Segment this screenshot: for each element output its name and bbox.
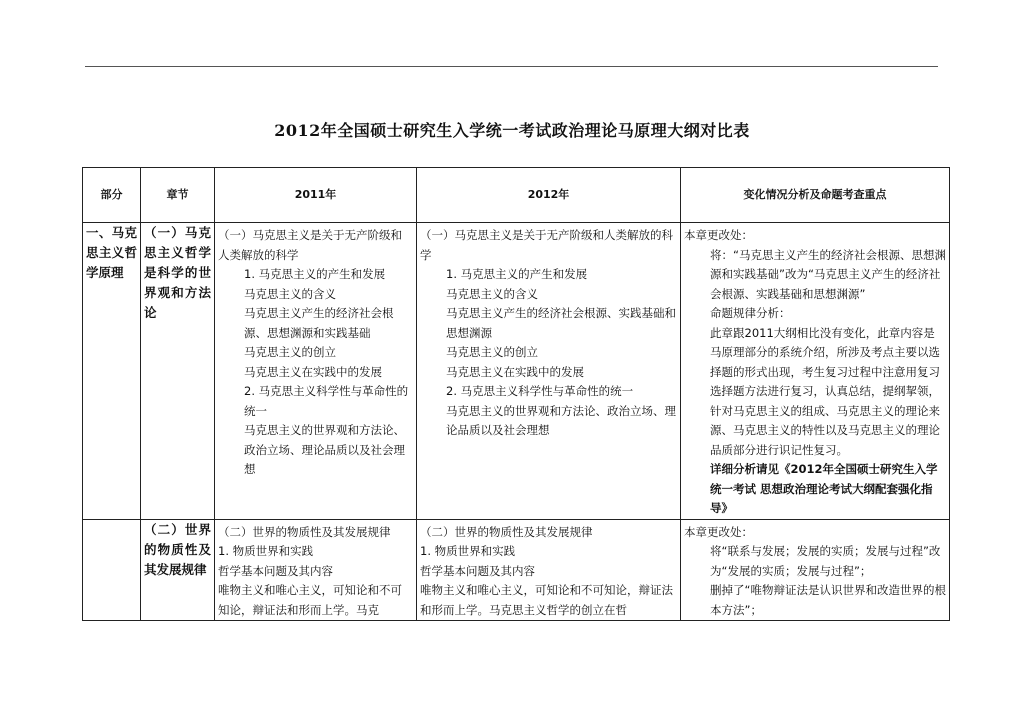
list-item: （一）马克思主义是关于无产阶级和人类解放的科学: [420, 228, 673, 262]
list-item: 本章更改处：: [684, 228, 753, 242]
list-item: 命题规律分析：: [710, 306, 791, 320]
analysis-cell: [681, 223, 950, 520]
list-item: 马克思主义的创立: [244, 345, 336, 359]
list-item: 哲学基本问题及其内容: [218, 563, 333, 578]
part-cell: [83, 519, 141, 621]
header-chapter: 章节: [141, 168, 215, 223]
syllabus-2011-cell: [215, 519, 417, 621]
list-item: 1. 物质世界和实践: [420, 544, 516, 558]
list-item: 将“联系与发展；发展的实质；发展与过程”改为“发展的实质；发展与过程”；: [710, 544, 941, 578]
list-item: 马克思主义的世界观和方法论、政治立场、理论品质以及社会理想: [446, 403, 676, 437]
list-item: 本章更改处：: [684, 524, 753, 539]
list-item: 1. 物质世界和实践: [218, 544, 314, 558]
comparison-table: [82, 167, 950, 621]
part-cell: 一、马克思主义哲学原理: [83, 223, 141, 520]
table-header-row: [83, 168, 950, 223]
header-part: 部分: [83, 168, 141, 223]
list-item: 马克思主义的含义: [244, 286, 336, 301]
list-item: 2. 马克思主义科学性与革命性的统一: [446, 384, 634, 398]
list-item: 将：“马克思主义产生的经济社会根源、思想渊源和实践基础”改为“马克思主义产生的经济社会根源、实践基础和思想渊源”: [710, 247, 946, 301]
list-item: 马克思主义在实践中的发展: [244, 364, 382, 379]
list-item: 马克思主义产生的经济社会根源、思想渊源和实践基础: [244, 306, 394, 340]
list-item: 2. 马克思主义科学性与革命性的统一: [244, 384, 409, 418]
list-item: 详细分析请见《2012年全国硕士研究生入学统一考试 思想政治理论考试大纲配套强化指导》: [710, 462, 938, 515]
list-item: 马克思主义的创立: [446, 345, 538, 359]
header-2012: 2012年: [417, 168, 681, 223]
header-analysis: 变化情况分析及命题考查重点: [681, 168, 950, 223]
list-item: 马克思主义的世界观和方法论、政治立场、理论品质以及社会理想: [244, 423, 405, 476]
list-item: 删掉了“唯物辩证法是认识世界和改造世界的根本方法”；: [710, 583, 946, 617]
syllabus-2012-cell: [417, 519, 681, 621]
header-2011: 2011年: [215, 168, 417, 223]
syllabus-2012-cell: [417, 223, 681, 520]
list-item: （二）世界的物质性及其发展规律: [218, 524, 391, 539]
list-item: （二）世界的物质性及其发展规律: [420, 524, 593, 539]
list-item: 马克思主义在实践中的发展: [446, 364, 584, 379]
list-item: 唯物主义和唯心主义，可知论和不可知论，辩证法和形而上学。马克: [218, 583, 402, 617]
table-row: [83, 519, 950, 621]
list-item: 马克思主义产生的经济社会根源、实践基础和思想渊源: [446, 306, 676, 340]
list-item: 马克思主义的含义: [446, 286, 538, 301]
list-item: 此章跟2011大纲相比没有变化，此章内容是马原理部分的系统介绍，所涉及考点主要以选择题的形式出现，考生复习过程中注意用复习选择题方法进行复习，认真总结，提纲挈领，针对马克思主义的组成、马克思主义的理论来源、马克思主义的特性以及马克思主义的理论品质部分进行识记性复习。: [710, 325, 940, 457]
list-item: （一）马克思主义是关于无产阶级和人类解放的科学: [218, 228, 402, 262]
analysis-cell: [681, 519, 950, 621]
chapter-cell: （一）马克思主义哲学是科学的世界观和方法论: [141, 223, 215, 520]
table-row: [83, 223, 950, 520]
list-item: 1. 马克思主义的产生和发展: [244, 267, 386, 281]
chapter-cell: （二）世界的物质性及其发展规律: [141, 519, 215, 621]
list-item: 1. 马克思主义的产生和发展: [446, 267, 588, 281]
header-rule: [85, 66, 938, 67]
list-item: 唯物主义和唯心主义，可知论和不可知论，辩证法和形而上学。马克思主义哲学的创立在哲: [420, 583, 673, 617]
list-item: 哲学基本问题及其内容: [420, 563, 535, 578]
syllabus-2011-cell: [215, 223, 417, 520]
page-title: 2012年全国硕士研究生入学统一考试政治理论马原理大纲对比表: [274, 121, 750, 140]
